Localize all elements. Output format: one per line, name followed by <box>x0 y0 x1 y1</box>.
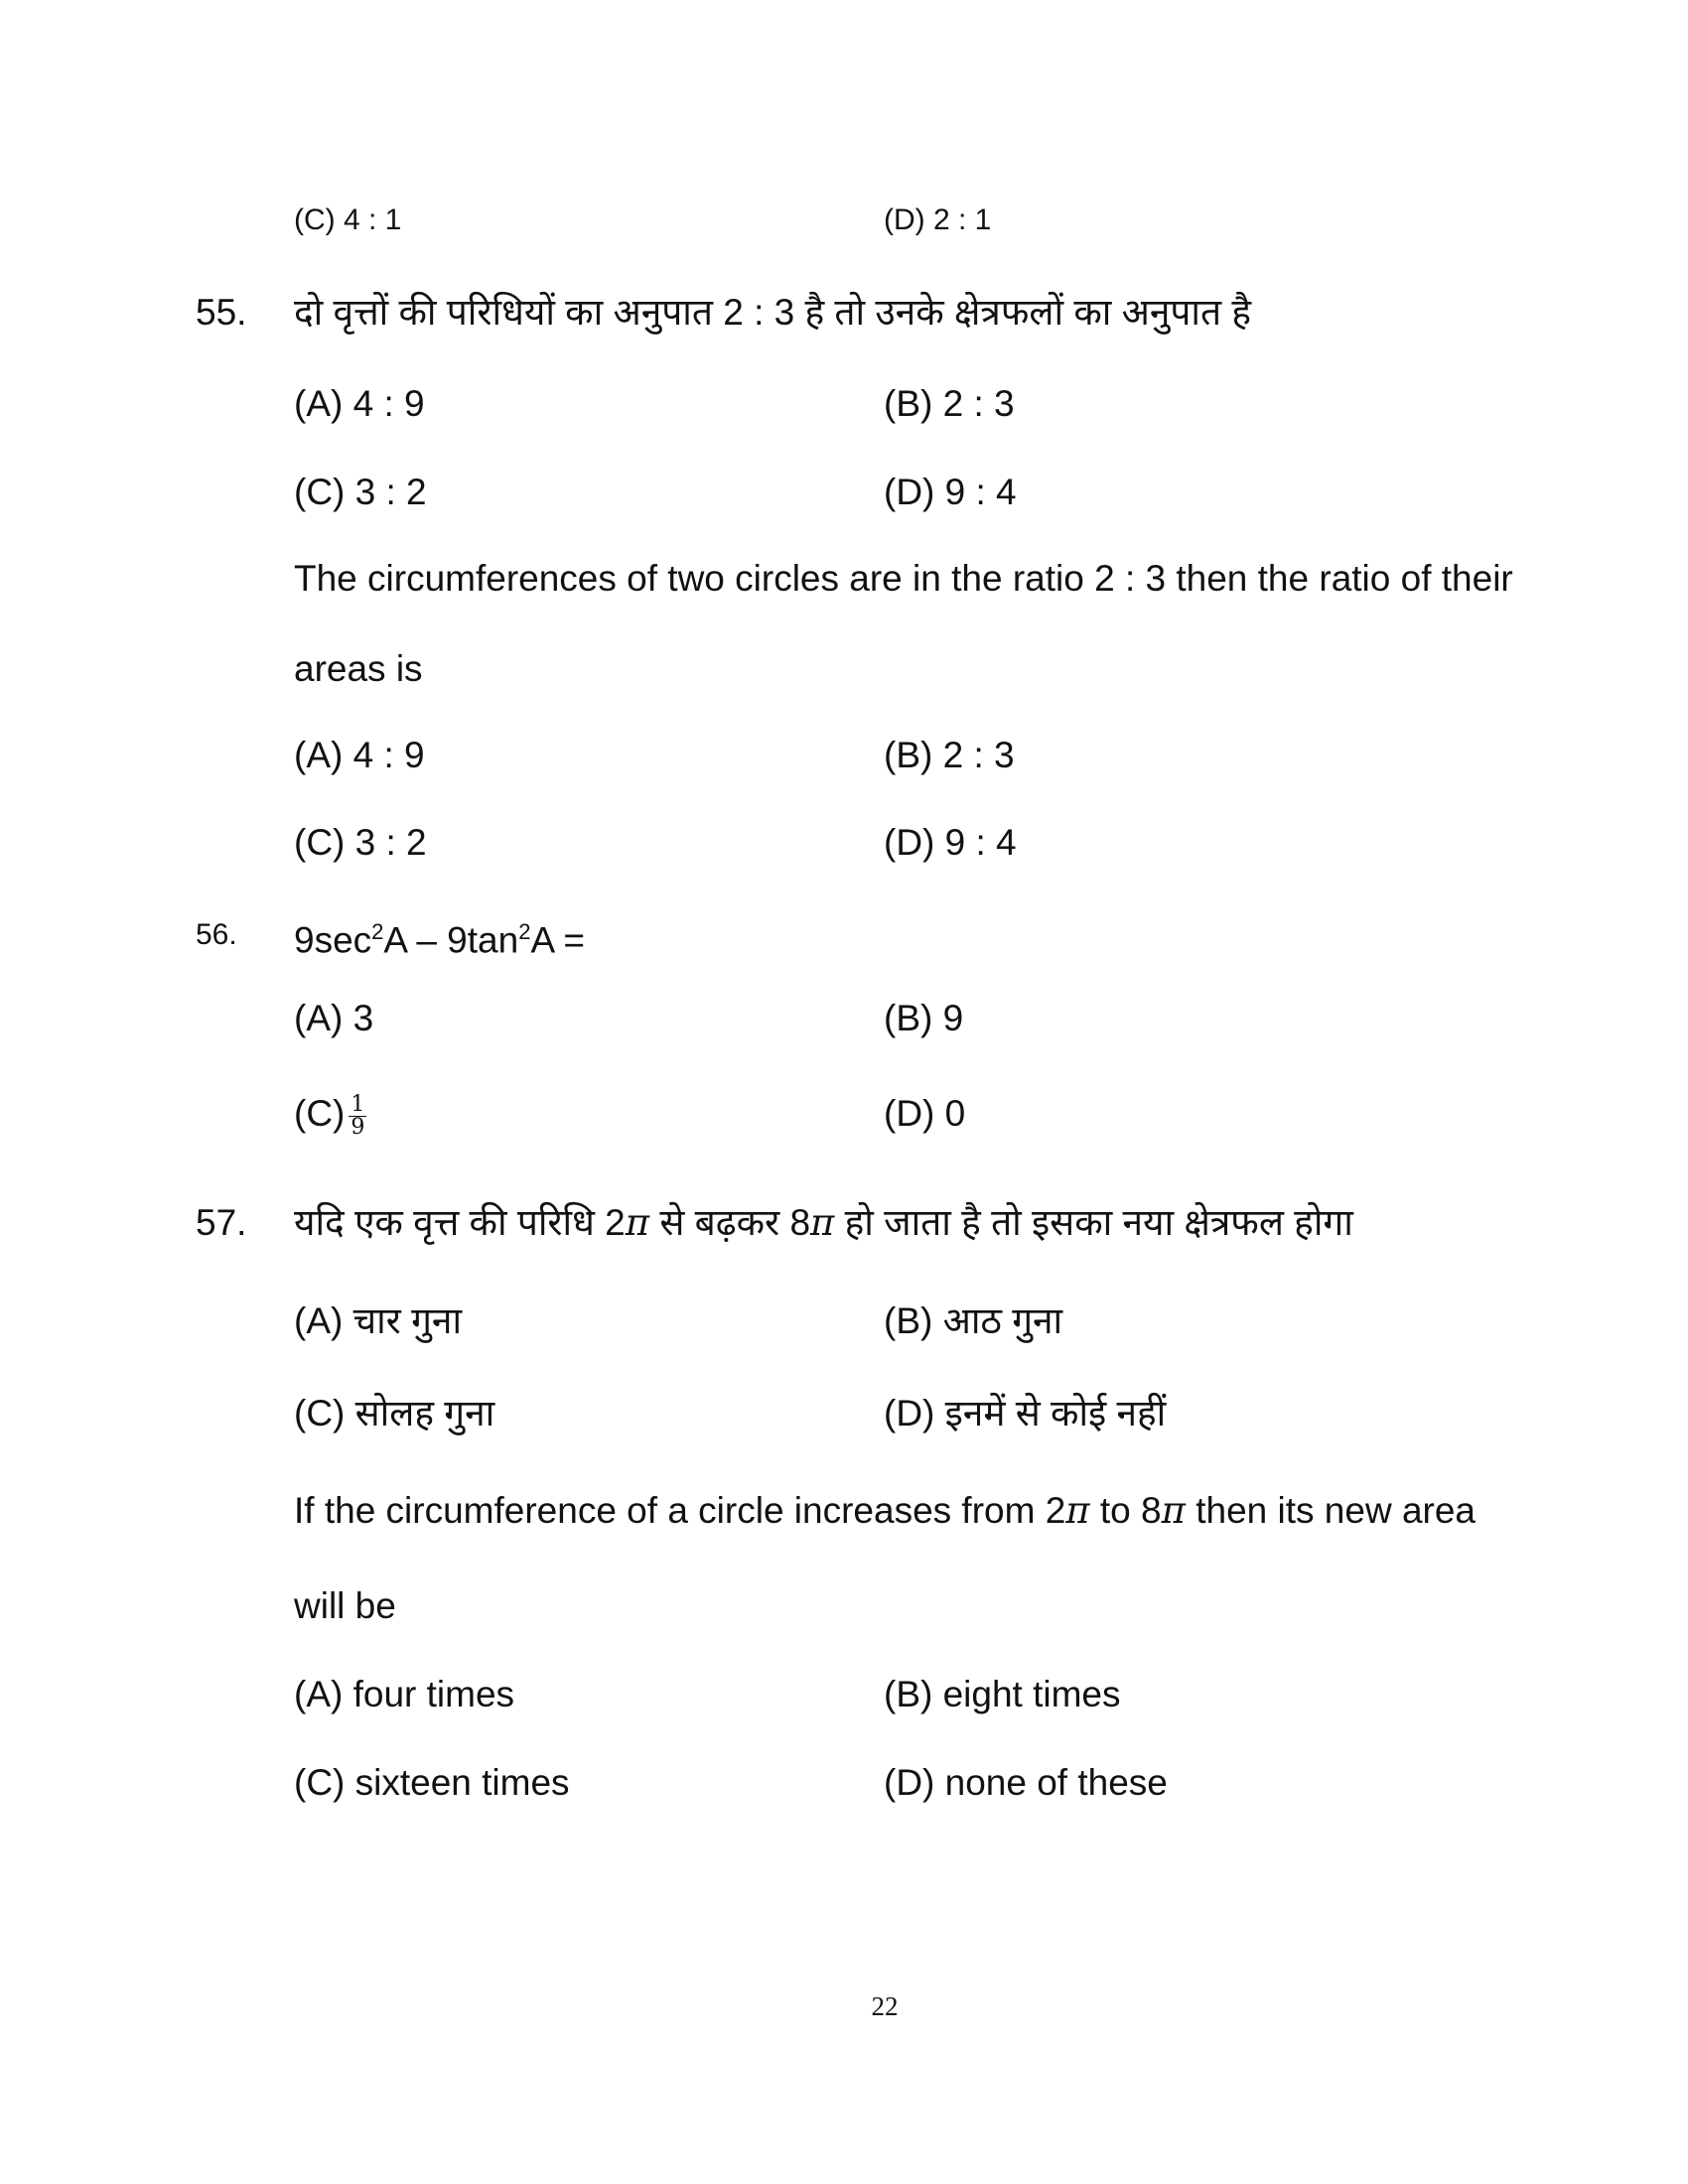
q56-option-b: (B) 9 <box>884 998 964 1038</box>
q55-english-line2: areas is <box>294 648 423 689</box>
q55-hindi-option-a: (A) 4 : 9 <box>294 383 425 424</box>
fraction-one-ninth: $\frac{1}{9}$ <box>351 1091 365 1140</box>
q57-english-line2: will be <box>294 1585 396 1626</box>
q57-english-line1: If the circumference of a circle increases from 2π to 8π then its new area <box>294 1489 1477 1532</box>
q55-english-option-a: (A) 4 : 9 <box>294 735 425 775</box>
q57-hindi-option-b: (B) आठ गुना <box>884 1300 1063 1341</box>
q55-english-option-c: (C) 3 : 2 <box>294 822 427 863</box>
q57-english-option-c: (C) sixteen times <box>294 1762 570 1803</box>
q57-english-option-a: (A) four times <box>294 1674 515 1714</box>
q56-option-d: (D) 0 <box>884 1093 966 1134</box>
page-number: 22 <box>871 1991 899 2021</box>
q56-expression: $9\sec^2A - 9\tan^2A$ = <box>294 919 585 961</box>
q56-option-c: (C) $\frac{1}{9}$ <box>294 1091 365 1140</box>
q57-hindi-option-d: (D) इनमें से कोई नहीं <box>884 1393 1167 1433</box>
q55-number: 55. <box>196 292 247 333</box>
q56-option-a: (A) 3 <box>294 998 374 1038</box>
q57-english-option-d: (D) none of these <box>884 1762 1168 1803</box>
q55-english-line1: The circumferences of two circles are in the ratio 2 : 3 then the ratio of their <box>294 558 1513 599</box>
q57-english-option-b: (B) eight times <box>884 1674 1121 1714</box>
q56-number: 56. <box>196 918 237 951</box>
q55-english-option-d: (D) 9 : 4 <box>884 822 1017 863</box>
q57-hindi-option-c: (C) सोलह गुना <box>294 1393 495 1433</box>
q57-hindi-option-a: (A) चार गुना <box>294 1300 463 1341</box>
prev-option-c: (C) 4 : 1 <box>294 204 402 236</box>
q55-hindi-text: दो वृत्तों की परिधियों का अनुपात 2 : 3 है तो उनके क्षेत्रफलों का अनुपात है <box>294 292 1252 333</box>
q57-hindi-text: यदि एक वृत्त की परिधि 2π से बढ़कर 8π हो जाता है तो इसका नया क्षेत्रफल होगा <box>294 1201 1353 1244</box>
prev-option-d: (D) 2 : 1 <box>884 204 992 236</box>
q57-number: 57. <box>196 1202 247 1243</box>
q55-english-option-b: (B) 2 : 3 <box>884 735 1015 775</box>
q55-hindi-option-c: (C) 3 : 2 <box>294 472 427 512</box>
q55-hindi-option-b: (B) 2 : 3 <box>884 383 1015 424</box>
q55-hindi-option-d: (D) 9 : 4 <box>884 472 1017 512</box>
